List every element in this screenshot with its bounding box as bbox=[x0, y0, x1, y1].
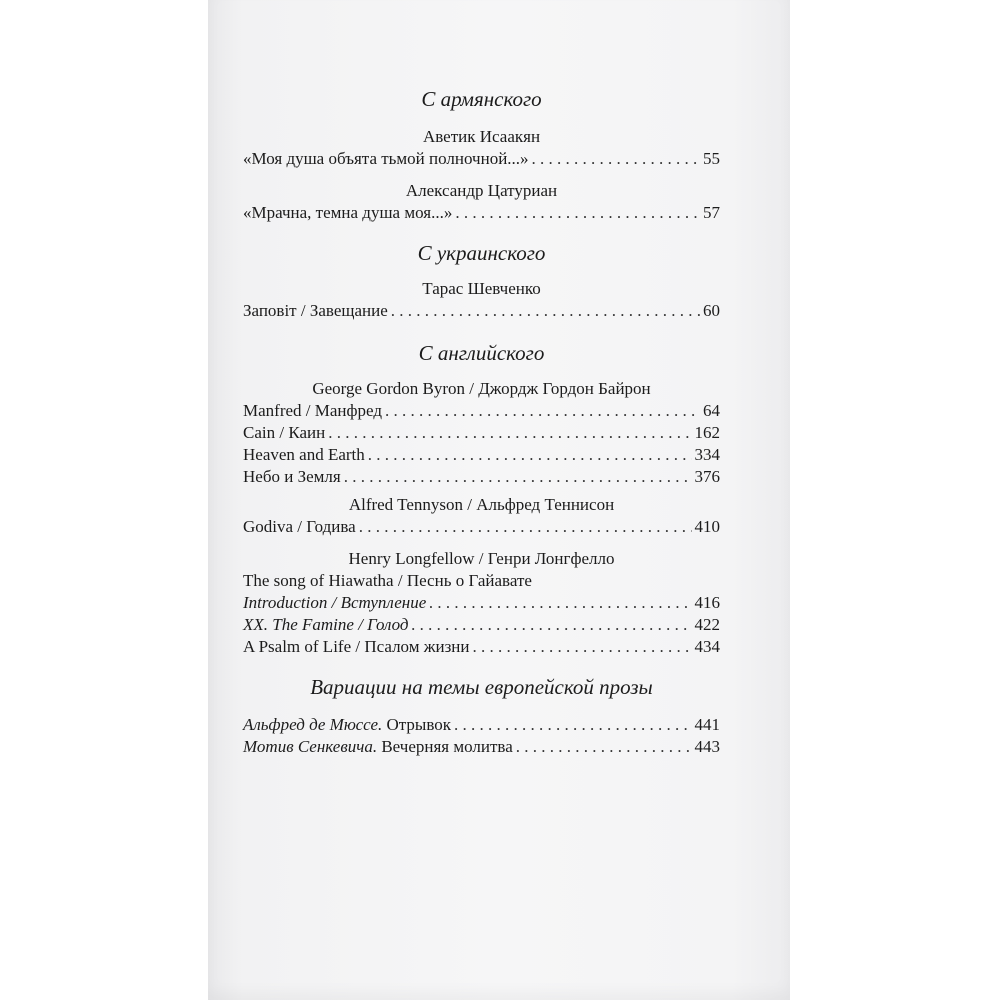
dot-leader bbox=[368, 444, 692, 466]
page-number: 443 bbox=[694, 737, 720, 756]
toc-entry[interactable] bbox=[243, 636, 720, 658]
dot-leader bbox=[455, 202, 700, 224]
entry-title: Introduction / Вступление bbox=[243, 593, 427, 612]
author-group bbox=[243, 378, 720, 488]
dot-leader bbox=[473, 636, 692, 658]
entry-title: Heaven and Earth bbox=[243, 445, 365, 464]
entry-title-rest: Вечерняя молитва bbox=[381, 737, 513, 756]
page-number: 55 bbox=[703, 149, 720, 168]
entry-title-author: Мотив Сенкевича. bbox=[243, 737, 378, 756]
dot-leader bbox=[391, 300, 700, 322]
section-ukrainian bbox=[243, 240, 720, 266]
page-number: 376 bbox=[694, 467, 720, 486]
entry-title: Godiva / Годива bbox=[243, 517, 356, 536]
page-number: 434 bbox=[694, 637, 720, 656]
section-title: С украинского bbox=[417, 241, 546, 265]
author-name: George Gordon Byron / Джордж Гордон Байрон bbox=[312, 379, 651, 398]
toc-entry[interactable] bbox=[243, 516, 720, 538]
author-group bbox=[243, 126, 720, 170]
page-number: 64 bbox=[703, 401, 720, 420]
entry-title bbox=[243, 714, 451, 736]
entry-title: Cain / Каин bbox=[243, 423, 326, 442]
toc-entry[interactable] bbox=[243, 714, 720, 736]
entry-title-rest: Отрывок bbox=[386, 715, 452, 734]
toc-entry[interactable] bbox=[243, 736, 720, 758]
toc-entry[interactable] bbox=[243, 444, 720, 466]
author-group bbox=[243, 180, 720, 224]
dot-leader bbox=[359, 516, 692, 538]
toc-entry[interactable] bbox=[243, 422, 720, 444]
dot-leader bbox=[412, 614, 692, 636]
page-number: 441 bbox=[694, 715, 720, 734]
work-subheading: The song of Hiawatha / Песнь о Гайавате bbox=[243, 571, 532, 590]
entry-title bbox=[243, 736, 513, 758]
page-number: 416 bbox=[694, 593, 720, 612]
entry-group bbox=[243, 714, 720, 758]
toc-entry[interactable] bbox=[243, 614, 720, 636]
entry-title: XX. The Famine / Голод bbox=[243, 615, 409, 634]
entry-title: «Моя душа объята тьмой полночной...» bbox=[243, 149, 529, 168]
toc-entry[interactable] bbox=[243, 400, 720, 422]
author-group bbox=[243, 494, 720, 538]
dot-leader bbox=[328, 422, 691, 444]
author-name: Александр Цатуриан bbox=[405, 181, 558, 200]
entry-title: Manfred / Манфред bbox=[243, 401, 382, 420]
dot-leader bbox=[532, 148, 700, 170]
toc-entry[interactable] bbox=[243, 300, 720, 322]
entry-title-author: Альфред де Мюссе. bbox=[243, 715, 383, 734]
section-armenian bbox=[243, 86, 720, 112]
section-variations bbox=[243, 674, 720, 700]
page-number: 60 bbox=[703, 301, 720, 320]
author-name: Henry Longfellow / Генри Лонгфелло bbox=[348, 549, 615, 568]
entry-title: Небо и Земля bbox=[243, 467, 341, 486]
dot-leader bbox=[516, 736, 692, 758]
entry-title: A Psalm of Life / Псалом жизни bbox=[243, 637, 470, 656]
author-group bbox=[243, 548, 720, 658]
page-number: 410 bbox=[694, 517, 720, 536]
dot-leader bbox=[385, 400, 700, 422]
section-english bbox=[243, 340, 720, 366]
section-title: С армянского bbox=[421, 87, 542, 111]
page-number: 422 bbox=[694, 615, 720, 634]
toc-entry[interactable] bbox=[243, 202, 720, 224]
author-name: Аветик Исаакян bbox=[422, 127, 541, 146]
entry-title: «Мрачна, темна душа моя...» bbox=[243, 203, 453, 222]
dot-leader bbox=[429, 592, 691, 614]
toc-entry[interactable] bbox=[243, 148, 720, 170]
page-number: 162 bbox=[694, 423, 720, 442]
dot-leader bbox=[454, 714, 691, 736]
author-name: Alfred Tennyson / Альфред Теннисон bbox=[348, 495, 615, 514]
page-number: 57 bbox=[703, 203, 720, 222]
dot-leader bbox=[344, 466, 692, 488]
author-name: Тарас Шевченко bbox=[422, 279, 541, 298]
page-number: 334 bbox=[694, 445, 720, 464]
toc-entry[interactable] bbox=[243, 466, 720, 488]
author-group bbox=[243, 278, 720, 322]
entry-title: Заповiт / Завещание bbox=[243, 301, 388, 320]
section-title: С английского bbox=[418, 341, 545, 365]
section-title: Вариации на темы европейской прозы bbox=[310, 675, 653, 699]
toc-entry[interactable] bbox=[243, 592, 720, 614]
